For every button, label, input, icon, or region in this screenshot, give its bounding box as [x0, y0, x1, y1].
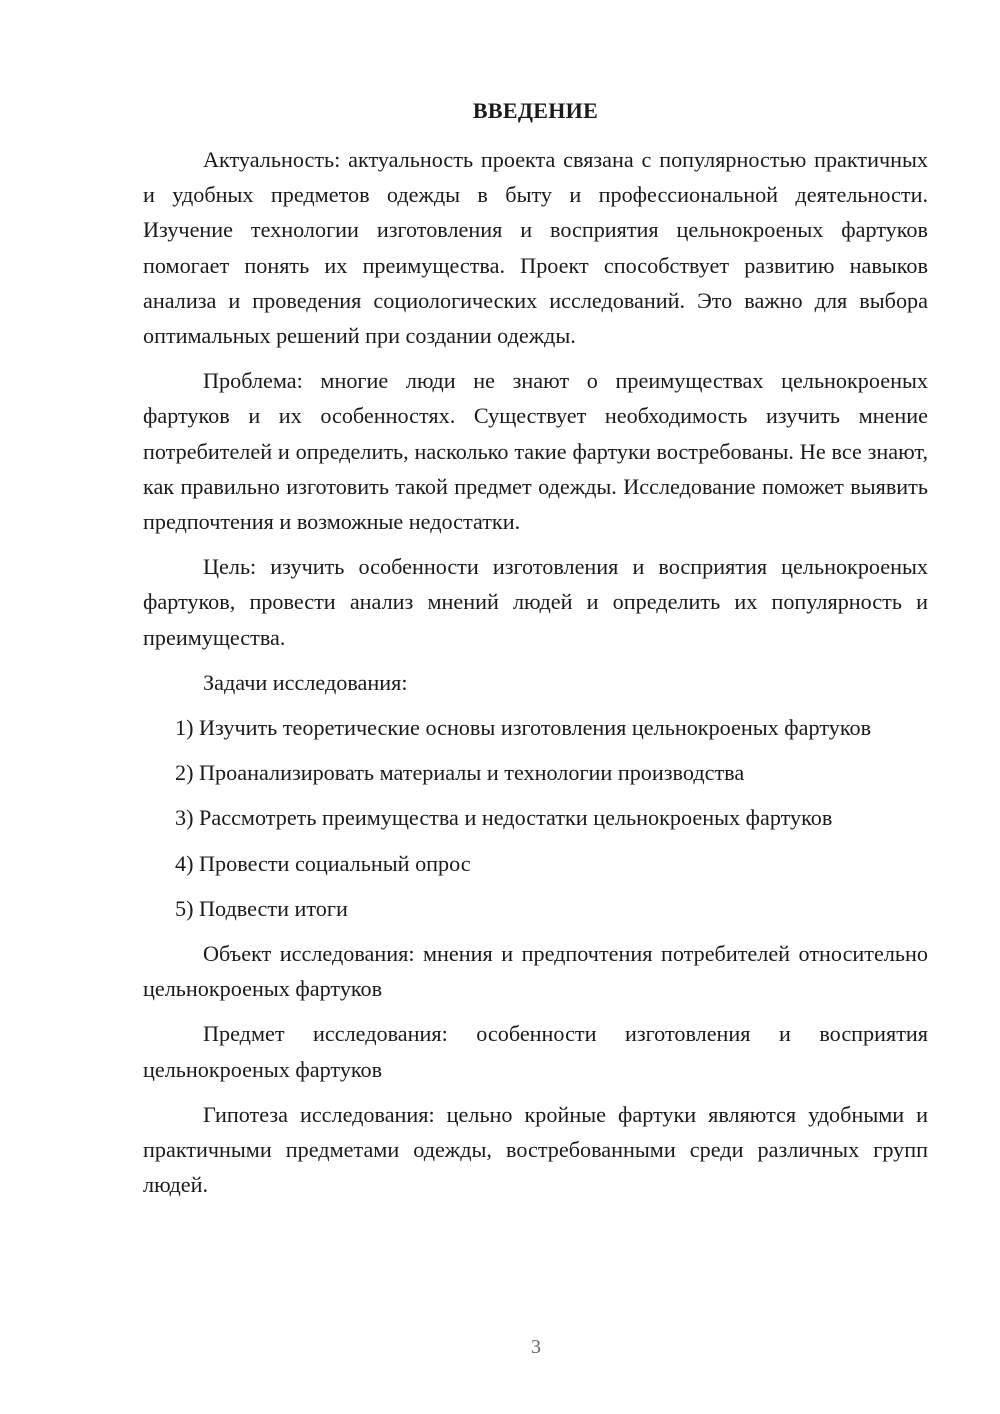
- paragraph-relevance: Актуальность: актуальность проекта связана с популярностью практичных и удобных предметов одежды в быту и профессиональной деятельности. Изучение технологии изготовления и восприятия цельнокроеных фартуков помогает понять их преимущества. Проект способствует развитию навыков анализа и проведения социологических исследований. Это важно для выбора оптимальных решений при создании одежды.: [143, 147, 928, 349]
- page-title: ВВЕДЕНИЕ: [472, 98, 599, 123]
- list-item-task-2: 2) Проанализировать материалы и технологии производства: [175, 760, 745, 786]
- tasks-heading: Задачи исследования:: [203, 669, 408, 695]
- list-item-task-3: 3) Рассмотреть преимущества и недостатки цельнокроеных фартуков: [175, 805, 833, 831]
- paragraph-object: Объект исследования: мнения и предпочтения потребителей относительно цельнокроеных фартуков: [143, 941, 928, 1002]
- paragraph-subject: Предмет исследования: особенности изготовления и восприятия цельнокроеных фартуков: [143, 1021, 928, 1082]
- paragraph-hypothesis: Гипотеза исследования: цельно кройные фартуки являются удобными и практичными предметами одежды, востребованными среди различных групп людей.: [143, 1101, 928, 1198]
- list-item-task-5: 5) Подвести итоги: [175, 895, 348, 921]
- document-body: [143, 142, 928, 1212]
- paragraph-goal: Цель: изучить особенности изготовления и восприятия цельнокроеных фартуков, провести анализ мнений людей и определить их популярность и преимущества.: [143, 554, 928, 650]
- list-item-task-4: 4) Провести социальный опрос: [175, 850, 471, 876]
- list-item-task-1: 1) Изучить теоретические основы изготовления цельнокроеных фартуков: [175, 715, 872, 741]
- paragraph-problem: Проблема: многие люди не знают о преимуществах цельнокроеных фартуков и их особенностях. Существует необходимость изучить мнение потребителей и определить, насколько такие фартуки востребованы. Не все знают, как правильно изготовить такой предмет одежды. Исследование поможет выявить предпочтения и возможные недостатки.: [143, 368, 928, 535]
- page-number: 3: [531, 1336, 541, 1358]
